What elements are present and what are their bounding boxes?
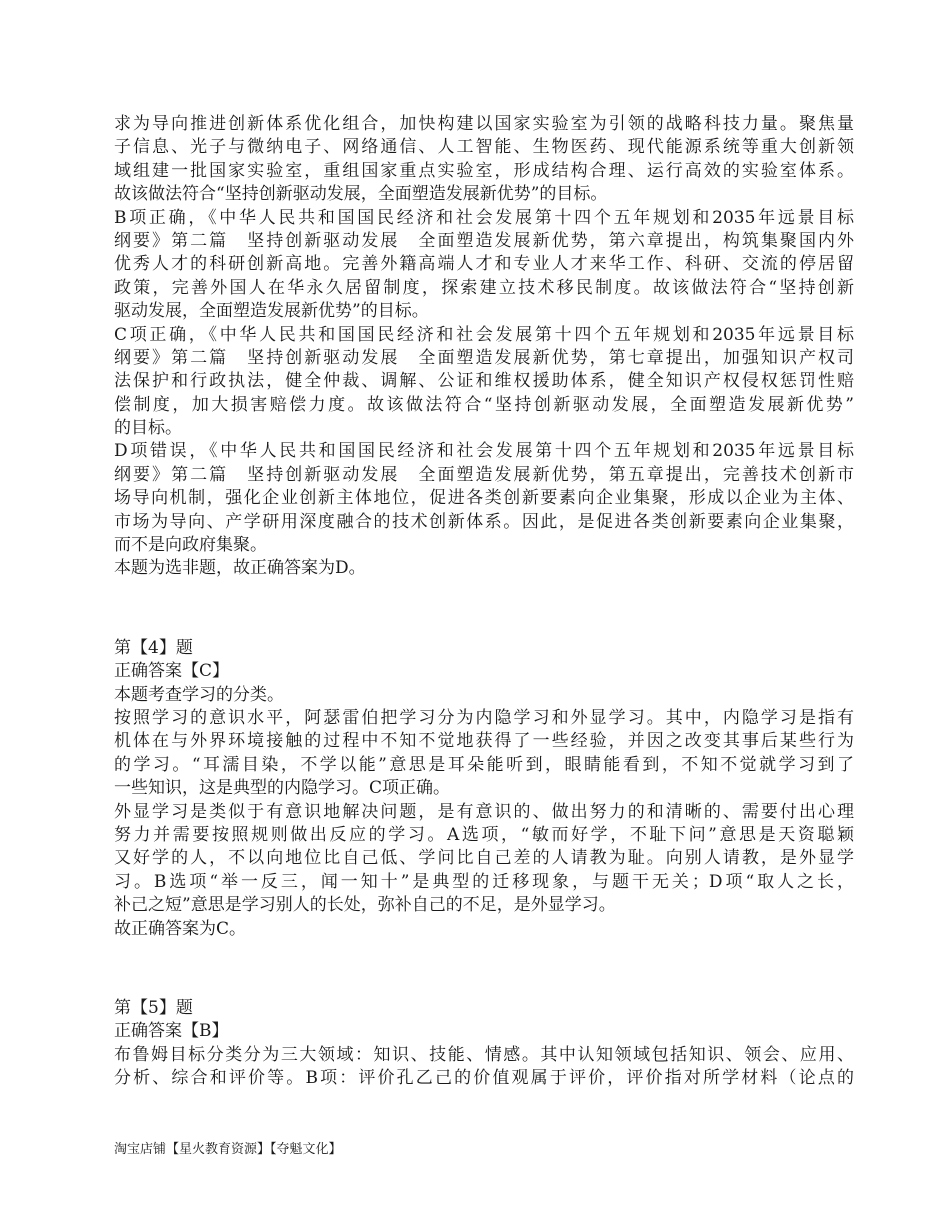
- text-line: 纲要》第二篇 坚持创新驱动发展 全面塑造发展新优势，第七章提出，加强知识产权司: [114, 347, 854, 368]
- question-5-explanation: [114, 997, 854, 1091]
- text-line: 政策，完善外国人在华永久居留制度，探索建立技术移民制度。故该做法符合“坚持创新: [114, 277, 854, 298]
- text-line: 纲要》第二篇 坚持创新驱动发展 全面塑造发展新优势，第五章提出，完善技术创新市: [114, 464, 854, 485]
- text-line: 子信息、光子与微纳电子、网络通信、人工智能、生物医药、现代能源系统等重大创新领: [114, 137, 854, 158]
- text-line: 故该做法符合“坚持创新驱动发展，全面塑造发展新优势”的目标。: [114, 184, 608, 205]
- option-c-line: C项正确，《中华人民共和国国民经济和社会发展第十四个五年规划和2035年远景目标: [114, 324, 854, 345]
- text-line: 补己之短”意思是学习别人的长处，弥补自己的不足，是外显学习。: [114, 895, 616, 916]
- option-d-line: D项错误，《中华人民共和国国民经济和社会发展第十四个五年规划和2035年远景目标: [114, 441, 854, 462]
- text-line: 法保护和行政执法，健全仲裁、调解、公证和维权援助体系，健全知识产权侵权惩罚性赔: [114, 371, 854, 392]
- text-line: 又好学的人，不以向地位比自己低、学问比自己差的人请教为耻。向别人请教，是外显学: [114, 848, 854, 869]
- text-line: 习。B选项“举一反三，闻一知十”是典型的迁移现象，与题干无关；D项“取人之长，: [114, 871, 854, 892]
- text-line: 按照学习的意识水平，阿瑟雷伯把学习分为内隐学习和外显学习。其中，内隐学习是指有: [114, 707, 854, 728]
- question-number: 第【4】题: [114, 637, 193, 658]
- text-line: 的学习。“耳濡目染，不学以能”意思是耳朵能听到，眼睛能看到，不知不觉就学习到了: [114, 754, 854, 775]
- question-number: 第【5】题: [114, 997, 193, 1018]
- text-line: 机体在与外界环境接触的过程中不知不觉地获得了一些经验，并因之改变其事后某些行为: [114, 731, 854, 752]
- text-line: 外显学习是类似于有意识地解决问题，是有意识的、做出努力的和清晰的、需要付出心理: [114, 801, 854, 822]
- text-line: 市场为导向、产学研用深度融合的技术创新体系。因此，是促进各类创新要素向企业集聚，: [114, 511, 854, 532]
- correct-answer: 正确答案【C】: [114, 661, 230, 682]
- section-gap: [114, 581, 854, 637]
- answer-conclusion: 故正确答案为C。: [114, 918, 247, 939]
- text-line: 的目标。: [114, 418, 182, 439]
- text-line: 一些知识，这是典型的内隐学习。C项正确。: [114, 778, 451, 799]
- text-line: 分析、综合和评价等。B项：评价孔乙己的价值观属于评价，评价指对所学材料（论点的: [114, 1068, 854, 1089]
- text-line: 纲要》第二篇 坚持创新驱动发展 全面塑造发展新优势，第六章提出，构筑集聚国内外: [114, 230, 854, 251]
- text-line: 驱动发展，全面塑造发展新优势”的目标。: [114, 301, 429, 322]
- text-line: 布鲁姆目标分类分为三大领域：知识、技能、情感。其中认知领域包括知识、领会、应用、: [114, 1044, 854, 1065]
- text-line: 而不是向政府集聚。: [114, 535, 267, 556]
- text-line: 本题考查学习的分类。: [114, 684, 284, 705]
- question-3-explanation: [114, 113, 854, 581]
- text-line: 域组建一批国家实验室，重组国家重点实验室，形成结构合理、运行高效的实验室体系。: [114, 160, 854, 181]
- answer-conclusion: 本题为选非题，故正确答案为D。: [114, 558, 366, 579]
- option-b-line: B项正确，《中华人民共和国国民经济和社会发展第十四个五年规划和2035年远景目标: [114, 207, 854, 228]
- question-4-explanation: [114, 637, 854, 941]
- text-line: 求为导向推进创新体系优化组合，加快构建以国家实验室为引领的战略科技力量。聚焦量: [114, 114, 854, 134]
- text-line: 努力并需要按照规则做出反应的学习。A选项，“敏而好学，不耻下问”意思是天资聪颖: [114, 824, 854, 845]
- text-line: 优秀人才的科研创新高地。完善外籍高端人才和专业人才来华工作、科研、交流的停居留: [114, 254, 854, 275]
- page-footer: 淘宝店铺【星火教育资源】【夺魁文化】: [114, 1142, 342, 1157]
- text-line: 偿制度，加大损害赔偿力度。故该做法符合“坚持创新驱动发展，全面塑造发展新优势”: [114, 394, 854, 415]
- section-gap: [114, 941, 854, 997]
- text-line: 场导向机制，强化企业创新主体地位，促进各类创新要素向企业集聚，形成以企业为主体、: [114, 488, 854, 509]
- correct-answer: 正确答案【B】: [114, 1021, 229, 1042]
- answer-explanations: [114, 113, 854, 1090]
